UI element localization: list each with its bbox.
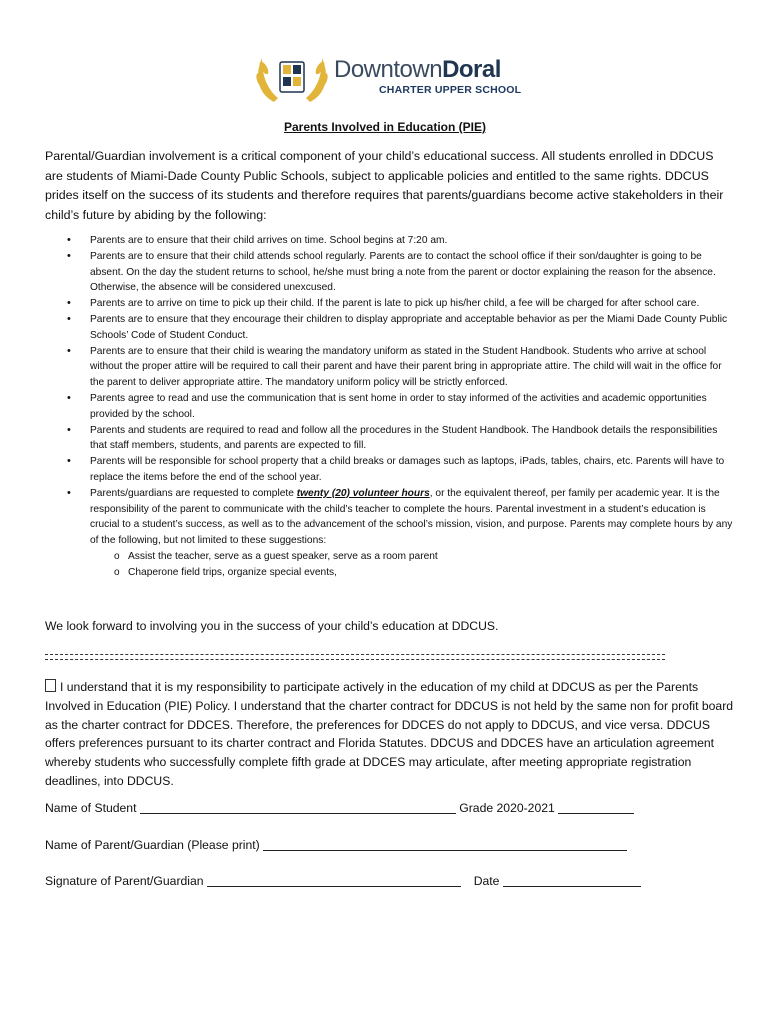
signature-row bbox=[45, 873, 641, 888]
list-item: • Parents are to ensure that they encourage their children to display appropriate and acceptable behavior as per the Miami Dade County Public Schools’ Code of Student Conduct. bbox=[45, 312, 735, 344]
laurel-crest-icon bbox=[252, 50, 332, 106]
closing-statement: We look forward to involving you in the success of your child’s education at DDCUS. bbox=[45, 619, 499, 633]
student-name-row bbox=[45, 800, 634, 815]
list-item: • Parents are to arrive on time to pick up their child. If the parent is late to pick up his/her child, a fee will be charged for after school care. bbox=[45, 296, 735, 312]
date-label: Date bbox=[473, 874, 500, 888]
school-logo bbox=[252, 50, 522, 106]
list-item: • Parents and students are required to read and follow all the procedures in the Student Handbook. The Handbook details the responsibilities that staff members, students, and parents are expected to fill. bbox=[45, 423, 735, 455]
intro-paragraph: Parental/Guardian involvement is a critical component of your child’s educational success. All students enrolled in DDCUS are students of Miami-Dade County Public Schools, subject to applicable policies and entitled to the same rights. DDCUS prides itself on the success of its students and therefore requires that parents/guardians become active stakeholders in their child’s future by abiding by the following: bbox=[45, 149, 724, 222]
page-title: Parents Involved in Education (PIE) bbox=[283, 120, 487, 134]
signature-label: Signature of Parent/Guardian bbox=[45, 874, 204, 888]
student-name-field[interactable] bbox=[140, 800, 456, 814]
list-item-volunteer: • Parents/guardians are requested to complete twenty (20) volunteer hours, or the equivalent thereof, per family per academic year. It is the responsibility of the parent to communicate with the child’s teacher to complete the hours. Parental investment in a student’s education is crucial to a student’s success, as well as to the advancement of the school’s mission, vision, and purpose. Parents may complete hours by any of the following, but not limited to these suggestions: o Assist the teacher, serve as a guest speaker, serve as a room parent o Chaperone field trips, organize special events, bbox=[45, 486, 735, 581]
cut-line-divider bbox=[45, 654, 665, 655]
grade-field[interactable] bbox=[558, 800, 634, 814]
grade-label: Grade 2020-2021 bbox=[459, 801, 555, 815]
student-name-label: Name of Student bbox=[45, 801, 137, 815]
list-item: • Parents are to ensure that their child arrives on time. School begins at 7:20 am. bbox=[45, 233, 735, 249]
date-field[interactable] bbox=[503, 873, 641, 887]
parent-name-label: Name of Parent/Guardian (Please print) bbox=[45, 838, 260, 852]
list-item: o Chaperone field trips, organize special events, bbox=[90, 565, 735, 581]
parent-name-field[interactable] bbox=[263, 837, 627, 851]
list-item: • Parents agree to read and use the communication that is sent home in order to stay informed of the activities and academic opportunities provided by the school. bbox=[45, 391, 735, 423]
cut-line-divider bbox=[45, 659, 665, 660]
acknowledgement-checkbox[interactable] bbox=[45, 679, 56, 692]
acknowledgement-paragraph bbox=[45, 678, 735, 791]
list-item: • Parents will be responsible for school property that a child breaks or damages such as laptops, iPads, tables, chairs, etc. Parents will have to replace the items before the end of the school year. bbox=[45, 454, 735, 486]
logo-subtitle: CHARTER UPPER SCHOOL bbox=[379, 84, 522, 96]
list-item: • Parents are to ensure that their child attends school regularly. Parents are to contact the school office if their son/daughter is going to be absent. On the day the student returns to school, he/she must bring a note from the parent or doctor explaining the reason for the absence. Otherwise, the absence will be considered unexcused. bbox=[45, 249, 735, 296]
list-item: • Parents are to ensure that their child is wearing the mandatory uniform as stated in the Student Handbook. Students who arrive at school without the proper attire will be required to call their parent and have their parent bring in appropriate attire. The child will wait in the office for the parent to deliver appropriate attire. The mandatory uniform policy will be strictly enforced. bbox=[45, 344, 735, 391]
suggestions-list bbox=[90, 549, 735, 581]
list-item: o Assist the teacher, serve as a guest speaker, serve as a room parent bbox=[90, 549, 735, 565]
acknowledgement-text: I understand that it is my responsibility to participate actively in the education of my child at DDCUS as per the Parents Involved in Education (PIE) Policy. I understand that the charter contract for DDCUS is not held by the same non for profit board as the charter contract for DDCES. Therefore, the preferences for DDCES do not apply to DDCUS, and vice versa. DDCUS offers preferences pursuant to its charter contract and Florida Statutes. DDCUS and DDCES have an articulation agreement whereby students who successfully complete fifth grade at DDCES may articulate, after meeting appropriate registration deadlines, into DDCUS. bbox=[45, 680, 734, 788]
rules-list bbox=[45, 233, 735, 581]
parent-name-row bbox=[45, 837, 627, 852]
signature-field[interactable] bbox=[207, 873, 461, 887]
volunteer-hours-emphasis: twenty (20) volunteer hours bbox=[296, 487, 430, 499]
logo-wordmark: DowntownDoral bbox=[334, 56, 501, 83]
